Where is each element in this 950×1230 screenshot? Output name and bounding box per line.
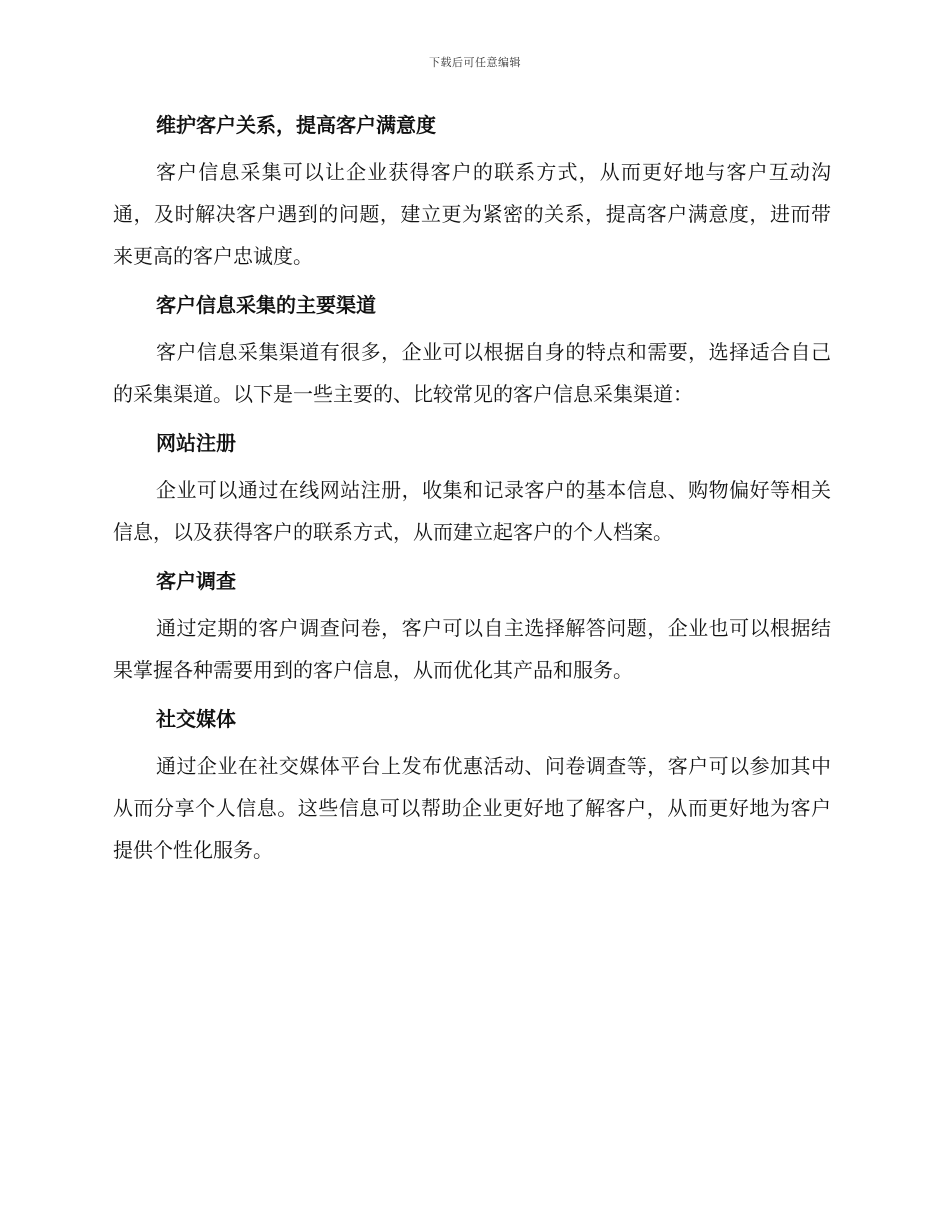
section-body-website-registration: 企业可以通过在线网站注册，收集和记录客户的基本信息、购物偏好等相关信息，以及获得客户的联系方式，从而建立起客户的个人档案。	[113, 478, 831, 544]
section-body-customer-survey: 通过定期的客户调查问卷，客户可以自主选择解答问题，企业也可以根据结果掌握各种需要用到的客户信息，从而优化其产品和服务。	[113, 616, 831, 682]
section-heading-website-registration: 网站注册	[156, 431, 236, 455]
section-body-customer-relations: 客户信息采集可以让企业获得客户的联系方式，从而更好地与客户互动沟通，及时解决客户遇到的问题，建立更为紧密的关系，提高客户满意度，进而带来更高的客户忠诚度。	[113, 160, 831, 268]
document-body	[113, 106, 831, 880]
section-heading-social-media: 社交媒体	[156, 707, 236, 731]
section-heading-main-channels: 客户信息采集的主要渠道	[156, 293, 376, 317]
section-heading-customer-relations: 维护客户关系，提高客户满意度	[156, 113, 436, 137]
header-note: 下载后可任意编辑	[429, 56, 521, 69]
section-heading-customer-survey: 客户调查	[156, 569, 236, 593]
section-body-social-media: 通过企业在社交媒体平台上发布优惠活动、问卷调查等，客户可以参加其中从而分享个人信息。这些信息可以帮助企业更好地了解客户，从而更好地为客户提供个性化服务。	[113, 754, 831, 862]
section-body-main-channels: 客户信息采集渠道有很多，企业可以根据自身的特点和需要，选择适合自己的采集渠道。以下是一些主要的、比较常见的客户信息采集渠道：	[113, 340, 831, 406]
